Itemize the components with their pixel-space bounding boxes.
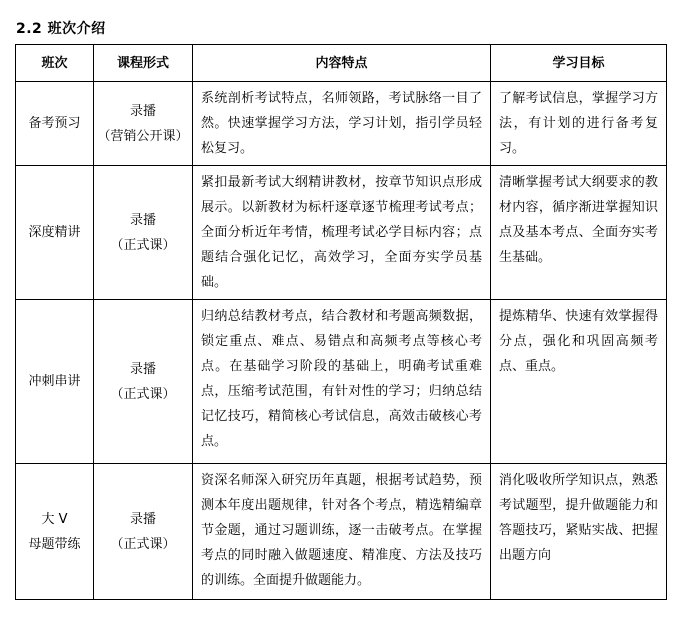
class-name-sub: 母题带练: [28, 536, 81, 552]
class-name: 深度精讲: [28, 225, 81, 240]
goal-cell: 提炼精华、快速有效掌握得分点，强化和巩固高频考点、重点。: [491, 300, 667, 464]
content-cell: 资深名师深入研究历年真题，根据考试趋势，预测本年度出题规律，针对各个考点，精选精编章节金题，通过习题训练，逐一击破考点。在掌握考点的同时融入做题速度、精准度、方法及技巧的训练。全面提升做题能力。: [193, 464, 491, 600]
format-note: （正式课）: [110, 386, 176, 402]
class-table: [15, 44, 667, 600]
table-row: [16, 464, 667, 600]
class-name-cell: [16, 166, 94, 300]
format-cell: [94, 166, 193, 300]
class-name: 备考预习: [28, 116, 81, 131]
table-header-row: [16, 45, 667, 82]
class-name-cell: [16, 300, 94, 464]
header-format: 课程形式: [94, 45, 193, 82]
format-cell: [94, 300, 193, 464]
goal-cell: 了解考试信息，掌握学习方法，有计划的进行备考复习。: [491, 82, 667, 166]
format-note: （营销公开课）: [97, 128, 189, 144]
goal-cell: 清晰掌握考试大纲要求的教材内容，循序渐进掌握知识点及基本考点、全面夯实考生基础。: [491, 166, 667, 300]
class-name: 大 V: [41, 511, 68, 527]
class-name-cell: [16, 464, 94, 600]
section-heading: 2.2 班次介绍: [16, 21, 106, 37]
table-row: [16, 166, 667, 300]
format-note: （正式课）: [110, 536, 176, 552]
class-name-cell: [16, 82, 94, 166]
format-type: 录播: [129, 511, 156, 527]
table-row: [16, 82, 667, 166]
content-cell: 紧扣最新考试大纲精讲教材，按章节知识点形成展示。以新教材为标杆逐章逐节梳理考试考点；全面分析近年考情，梳理考试必学目标内容；点题结合强化记忆，高效学习，全面夯实学员基础。: [193, 166, 491, 300]
format-cell: [94, 464, 193, 600]
header-content: 内容特点: [193, 45, 491, 82]
goal-cell: 消化吸收所学知识点，熟悉考试题型，提升做题能力和答题技巧，紧贴实战、把握出题方向: [491, 464, 667, 600]
table-row: [16, 300, 667, 464]
class-name: 冲刺串讲: [28, 374, 81, 389]
header-class: 班次: [16, 45, 94, 82]
format-note: （正式课）: [110, 237, 176, 253]
format-type: 录播: [129, 212, 156, 228]
content-cell: 归纳总结教材考点，结合教材和考题高频数据，锁定重点、难点、易错点和高频考点等核心考点。在基础学习阶段的基础上，明确考试重难点，压缩考试范围，有针对性的学习；归纳总结记忆技巧，精简核心考试信息，高效击破核心考点。: [193, 300, 491, 464]
content-cell: 系统剖析考试特点，名师领路，考试脉络一目了然。快速掌握学习方法，学习计划，指引学员轻松复习。: [193, 82, 491, 166]
format-cell: [94, 82, 193, 166]
format-type: 录播: [129, 103, 156, 119]
format-type: 录播: [129, 361, 156, 377]
header-goal: 学习目标: [491, 45, 667, 82]
